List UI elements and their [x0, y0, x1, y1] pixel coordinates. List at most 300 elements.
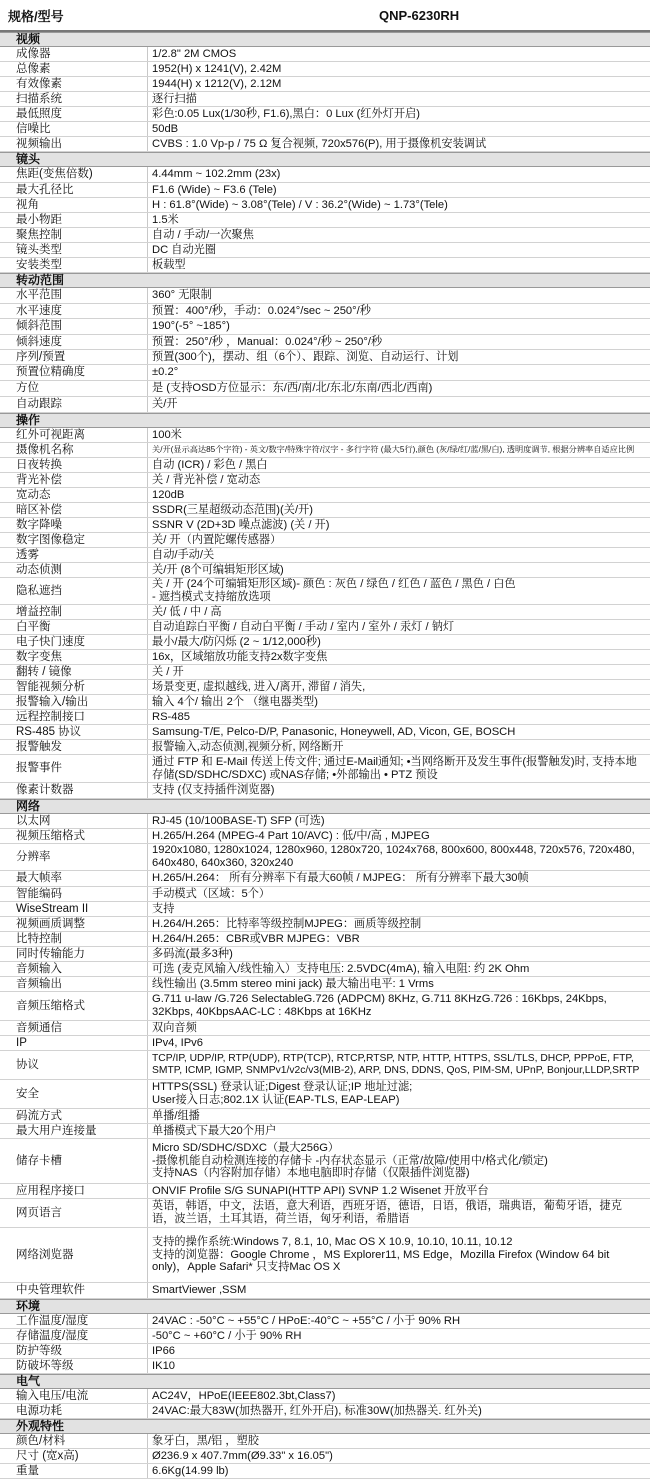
- spec-value: Ø236.9 x 407.7mm(Ø9.33" x 16.05"): [152, 1449, 333, 1462]
- spec-row: [0, 887, 650, 902]
- spec-row: [0, 1359, 650, 1374]
- spec-value: RS-485: [152, 710, 190, 723]
- spec-label: 摄像机名称: [0, 443, 148, 457]
- spec-value: 单播模式下最大20个用户: [152, 1124, 277, 1137]
- spec-value-cell: [148, 62, 650, 76]
- spec-value-cell: [148, 107, 650, 121]
- section-heading: 外观特性: [0, 1419, 650, 1434]
- spec-value-cell: [148, 335, 650, 349]
- spec-label: 报警触发: [0, 740, 148, 754]
- spec-value-cell: [148, 228, 650, 242]
- spec-value-cell: [148, 1404, 650, 1418]
- spec-value: ONVIF Profile S/G SUNAPI(HTTP API) SVNP 1.2 Wisenet 开放平台: [152, 1184, 489, 1197]
- spec-row: [0, 473, 650, 488]
- spec-row: [0, 725, 650, 740]
- spec-label: 总像素: [0, 62, 148, 76]
- spec-label: 最大帧率: [0, 871, 148, 886]
- spec-value-cell: [148, 740, 650, 754]
- spec-row: [0, 710, 650, 725]
- spec-row: [0, 1389, 650, 1404]
- spec-label: 最大孔径比: [0, 183, 148, 197]
- header-label: 规格/型号: [8, 8, 64, 24]
- spec-value: HTTPS(SSL) 登录认证;Digest 登录认证;IP 地址过滤; User接入日志;802.1X 认证(EAP-TLS, EAP-LEAP): [152, 1081, 413, 1106]
- spec-value: Samsung-T/E, Pelco-D/P, Panasonic, Honeywell, AD, Vicon, GE, BOSCH: [152, 725, 516, 738]
- spec-value-cell: [148, 871, 650, 886]
- spec-value-cell: [148, 620, 650, 634]
- spec-value-cell: [148, 1344, 650, 1358]
- spec-value: 360° 无限制: [152, 289, 212, 302]
- spec-value: 手动模式（区域：5个）: [152, 887, 271, 900]
- spec-row: [0, 77, 650, 92]
- spec-value-cell: [148, 319, 650, 334]
- spec-label: 储存卡槽: [0, 1139, 148, 1183]
- spec-header: [0, 0, 650, 32]
- spec-value-cell: [148, 962, 650, 976]
- spec-row: [0, 563, 650, 578]
- spec-label: 音频压缩格式: [0, 992, 148, 1020]
- spec-value: SSDR(三星超级动态范围)(关/开): [152, 503, 313, 516]
- spec-value: 16x，区域缩放功能支持2x数字变焦: [152, 650, 328, 663]
- spec-label: 倾斜速度: [0, 335, 148, 349]
- spec-label: 安全: [0, 1080, 148, 1108]
- spec-value-cell: [148, 665, 650, 679]
- spec-value: 预置：400°/秒，手动：0.024°/sec ~ 250°/秒: [152, 304, 371, 317]
- spec-label: 最低照度: [0, 107, 148, 121]
- spec-value: 预置：250°/秒 ，Manual：0.024°/秒 ~ 250°/秒: [152, 335, 383, 348]
- spec-value: SSNR V (2D+3D 噪点滤波) (关 / 开): [152, 518, 330, 531]
- spec-value: 120dB: [152, 488, 185, 501]
- spec-value: 场景变更, 虚拟越线, 进入/离开, 滞留 / 消失,: [152, 680, 366, 693]
- spec-value: H.265/H.264 (MPEG-4 Part 10/AVC) : 低/中/高 , MJPEG: [152, 829, 430, 842]
- spec-row: [0, 755, 650, 783]
- model-number: QNP-6230RH: [379, 7, 460, 23]
- spec-value: 自动 (ICR) / 彩色 / 黑白: [152, 458, 268, 471]
- spec-value: 1920x1080, 1280x1024, 1280x960, 1280x720, 1024x768, 800x600, 800x448, 720x576, 720x480, 640x480, 640x360, 320x240: [152, 844, 635, 869]
- spec-row: [0, 871, 650, 887]
- spec-value: 报警输入,动态侦测,视频分析, 网络断开: [152, 740, 344, 753]
- spec-value: 关 / 背光补偿 / 宽动态: [152, 473, 261, 486]
- spec-value: IPv4, IPv6: [152, 1036, 203, 1049]
- spec-value: 最小/最大/防闪烁 (2 ~ 1/12,000秒): [152, 635, 321, 648]
- spec-value: H.265/H.264： 所有分辨率下有最大60帧 / MJPEG： 所有分辨率下最大30帧: [152, 872, 529, 885]
- spec-value-cell: [148, 1228, 650, 1282]
- spec-value: -50°C ~ +60°C / 小于 90% RH: [152, 1329, 302, 1342]
- spec-value: 1/2.8" 2M CMOS: [152, 47, 237, 60]
- spec-row: [0, 605, 650, 620]
- spec-label: 尺寸 (宽x高): [0, 1449, 148, 1463]
- spec-value-cell: [148, 1199, 650, 1227]
- section-heading: 网络: [0, 799, 650, 814]
- spec-value-cell: [148, 350, 650, 364]
- spec-row: [0, 1404, 650, 1419]
- spec-label: 扫描系统: [0, 92, 148, 106]
- spec-value: H : 61.8°(Wide) ~ 3.08°(Tele) / V : 36.2°(Wide) ~ 1.73°(Tele): [152, 198, 448, 211]
- spec-value-cell: [148, 650, 650, 664]
- spec-value: 单播/组播: [152, 1109, 200, 1122]
- spec-value-cell: [148, 783, 650, 798]
- spec-label: 智能编码: [0, 887, 148, 901]
- spec-label: 有效像素: [0, 77, 148, 91]
- spec-label: 音频输出: [0, 977, 148, 991]
- spec-row: [0, 1228, 650, 1283]
- section-heading: 电气: [0, 1374, 650, 1389]
- spec-row: [0, 122, 650, 137]
- spec-value-cell: [148, 288, 650, 303]
- spec-label: 信噪比: [0, 122, 148, 136]
- spec-label: 码流方式: [0, 1109, 148, 1123]
- spec-value-cell: [148, 1139, 650, 1183]
- spec-row: [0, 1449, 650, 1464]
- spec-label: 防护等级: [0, 1344, 148, 1358]
- spec-value: 可选 (麦克风输入/线性输入）支持电压: 2.5VDC(4mA), 输入电阻: 约 2K Ohm: [152, 962, 530, 975]
- spec-row: [0, 962, 650, 977]
- spec-value-cell: [148, 1021, 650, 1035]
- spec-value-cell: [148, 1283, 650, 1298]
- spec-value: IK10: [152, 1359, 176, 1372]
- spec-label: 翻转 / 镜像: [0, 665, 148, 679]
- spec-value: 关/开 (8个可编辑矩形区域): [152, 563, 284, 576]
- spec-value-cell: [148, 1359, 650, 1373]
- spec-row: [0, 665, 650, 680]
- section-heading: 操作: [0, 413, 650, 428]
- spec-value: 彩色:0.05 Lux(1/30秒, F1.6),黑白：0 Lux (红外灯开启): [152, 107, 420, 120]
- spec-row: [0, 977, 650, 992]
- spec-value-cell: [148, 47, 650, 61]
- spec-value-cell: [148, 1389, 650, 1403]
- spec-value-cell: [148, 381, 650, 396]
- spec-value-cell: [148, 137, 650, 151]
- spec-value: H.264/H.265：CBR或VBR MJPEG：VBR: [152, 932, 360, 945]
- spec-value-cell: [148, 695, 650, 709]
- spec-value: SmartViewer ,SSM: [152, 1284, 247, 1297]
- spec-label: 协议: [0, 1051, 148, 1079]
- spec-value: 英语，韩语，中文，法语，意大利语，西班牙语，德语，日语，俄语，瑞典语，葡萄牙语，捷克语，波兰语，土耳其语，荷兰语，匈牙利语，希腊语: [152, 1200, 622, 1225]
- spec-value-cell: [148, 258, 650, 272]
- spec-label: 报警事件: [0, 755, 148, 782]
- spec-label: 分辨率: [0, 844, 148, 870]
- spec-value-cell: [148, 533, 650, 547]
- spec-label: 最大用户连接量: [0, 1124, 148, 1138]
- spec-row: [0, 258, 650, 273]
- spec-row: [0, 1314, 650, 1329]
- spec-label: 工作温度/湿度: [0, 1314, 148, 1328]
- spec-row: [0, 1036, 650, 1051]
- spec-label: 透雾: [0, 548, 148, 562]
- spec-label: 增益控制: [0, 605, 148, 619]
- spec-label: 防破坏等级: [0, 1359, 148, 1373]
- spec-row: [0, 533, 650, 548]
- spec-label: 同时传输能力: [0, 947, 148, 961]
- spec-row: [0, 917, 650, 932]
- section-heading: 视频: [0, 32, 650, 47]
- spec-label: 远程控制接口: [0, 710, 148, 724]
- spec-row: [0, 198, 650, 213]
- spec-value-cell: [148, 77, 650, 91]
- spec-label: 以太网: [0, 814, 148, 828]
- spec-row: [0, 397, 650, 413]
- spec-label: 电源功耗: [0, 1404, 148, 1418]
- spec-label: 背光补偿: [0, 473, 148, 487]
- spec-label: 宽动态: [0, 488, 148, 502]
- spec-value-cell: [148, 917, 650, 931]
- spec-value-cell: [148, 473, 650, 487]
- spec-row: [0, 488, 650, 503]
- spec-row: [0, 902, 650, 917]
- spec-value: DC 自动光圈: [152, 243, 217, 256]
- spec-row: [0, 814, 650, 829]
- spec-label: 重量: [0, 1464, 148, 1478]
- spec-label: 中央管理软件: [0, 1283, 148, 1298]
- spec-row: [0, 1329, 650, 1344]
- spec-row: [0, 503, 650, 518]
- spec-value-cell: [148, 844, 650, 870]
- spec-label: 颜色/材料: [0, 1434, 148, 1448]
- spec-row: [0, 62, 650, 77]
- spec-value-cell: [148, 198, 650, 212]
- spec-value-cell: [148, 1124, 650, 1138]
- spec-value: 自动追踪白平衡 / 自动白平衡 / 手动 / 室内 / 室外 / 汞灯 / 钠灯: [152, 620, 455, 633]
- spec-value-cell: [148, 635, 650, 649]
- spec-value-cell: [148, 829, 650, 843]
- spec-value: 4.44mm ~ 102.2mm (23x): [152, 168, 281, 181]
- spec-value: 关/ 开（内置陀螺传感器）: [152, 533, 282, 546]
- spec-row: [0, 228, 650, 243]
- spec-value: 关/ 低 / 中 / 高: [152, 605, 222, 618]
- spec-value-cell: [148, 605, 650, 619]
- spec-value-cell: [148, 518, 650, 532]
- spec-value: 多码流(最多3种): [152, 947, 233, 960]
- spec-row: [0, 650, 650, 665]
- spec-row: [0, 428, 650, 443]
- spec-label: 数字变焦: [0, 650, 148, 664]
- spec-label: 网络浏览器: [0, 1228, 148, 1282]
- spec-label: 比特控制: [0, 932, 148, 946]
- spec-value: ±0.2°: [152, 366, 179, 379]
- spec-label: IP: [0, 1036, 148, 1050]
- spec-label: 序列/预置: [0, 350, 148, 364]
- spec-row: [0, 1051, 650, 1080]
- spec-value: Micro SD/SDHC/SDXC（最大256G） -摄像机能自动检测连接的存储卡 -内存状态显示（正常/故障/使用中/格式化/锁定) 支持NAS（内容附加存储）本地电脑即时存储（仅限插件浏览器): [152, 1142, 548, 1180]
- spec-label: 安装类型: [0, 258, 148, 272]
- spec-label: 水平速度: [0, 304, 148, 318]
- spec-value-cell: [148, 977, 650, 991]
- spec-label: 自动跟踪: [0, 397, 148, 412]
- spec-value: 6.6Kg(14.99 lb): [152, 1464, 229, 1477]
- spec-row: [0, 304, 650, 319]
- spec-value-cell: [148, 755, 650, 782]
- spec-value: 自动/手动/关: [152, 548, 215, 561]
- spec-row: [0, 635, 650, 650]
- spec-row: [0, 1344, 650, 1359]
- spec-value: 输入 4个/ 输出 2个 （继电器类型): [152, 695, 318, 708]
- spec-value-cell: [148, 1449, 650, 1463]
- spec-value: 1944(H) x 1212(V), 2.12M: [152, 77, 282, 90]
- spec-row: [0, 932, 650, 947]
- spec-value-cell: [148, 365, 650, 380]
- spec-row: [0, 680, 650, 695]
- spec-value-cell: [148, 1036, 650, 1050]
- spec-row: [0, 213, 650, 228]
- spec-row: [0, 1124, 650, 1139]
- spec-label: RS-485 协议: [0, 725, 148, 739]
- spec-value: 线性输出 (3.5mm stereo mini jack) 最大输出电平: 1 Vrms: [152, 977, 434, 990]
- spec-label: 日夜转换: [0, 458, 148, 472]
- spec-value: IP66: [152, 1344, 176, 1357]
- spec-row: [0, 92, 650, 107]
- spec-value: 关/开: [152, 398, 178, 411]
- spec-row: [0, 1464, 650, 1479]
- spec-value-cell: [148, 503, 650, 517]
- spec-row: [0, 288, 650, 304]
- spec-label: 方位: [0, 381, 148, 396]
- spec-row: [0, 695, 650, 710]
- spec-value: 24VAC : -50°C ~ +55°C / HPoE:-40°C ~ +55°C / 小于 90% RH: [152, 1314, 461, 1327]
- spec-value-cell: [148, 92, 650, 106]
- spec-value-cell: [148, 304, 650, 318]
- spec-row: [0, 1199, 650, 1228]
- spec-label: 水平范围: [0, 288, 148, 303]
- spec-value: 双向音频: [152, 1021, 197, 1034]
- spec-value: 象牙白，黑/铝 ，塑胶: [152, 1434, 259, 1447]
- spec-row: [0, 578, 650, 605]
- spec-value: 190°(-5° ~185°): [152, 320, 230, 333]
- spec-row: [0, 992, 650, 1021]
- spec-label: 报警输入/输出: [0, 695, 148, 709]
- spec-value: 24VAC:最大83W(加热器开, 红外开启), 标准30W(加热器关. 红外关): [152, 1404, 482, 1417]
- spec-value-cell: [148, 1329, 650, 1343]
- spec-label: 视频输出: [0, 137, 148, 151]
- spec-row: [0, 47, 650, 62]
- spec-value-cell: [148, 932, 650, 946]
- spec-value-cell: [148, 1434, 650, 1448]
- spec-row: [0, 458, 650, 473]
- spec-label: 视频画质调整: [0, 917, 148, 931]
- spec-label: 数字图像稳定: [0, 533, 148, 547]
- spec-value-cell: [148, 887, 650, 901]
- spec-label: 白平衡: [0, 620, 148, 634]
- spec-value-cell: [148, 428, 650, 442]
- spec-value-cell: [148, 710, 650, 724]
- spec-value-cell: [148, 443, 650, 457]
- spec-value-cell: [148, 1464, 650, 1478]
- spec-label: 焦距(变焦倍数): [0, 167, 148, 182]
- spec-label: 应用程序接口: [0, 1184, 148, 1198]
- spec-value-cell: [148, 183, 650, 197]
- spec-value: AC24V，HPoE(IEEE802.3bt,Class7): [152, 1389, 336, 1402]
- spec-row: [0, 740, 650, 755]
- spec-value-cell: [148, 122, 650, 136]
- spec-label: 视角: [0, 198, 148, 212]
- spec-value: 支持: [152, 902, 175, 915]
- spec-row: [0, 350, 650, 365]
- spec-row: [0, 1434, 650, 1449]
- spec-row: [0, 548, 650, 563]
- spec-value-cell: [148, 680, 650, 694]
- spec-row: [0, 335, 650, 350]
- spec-value-cell: [148, 1184, 650, 1198]
- spec-value: G.711 u-law /G.726 SelectableG.726 (ADPCM) 8KHz, G.711 8KHzG.726 : 16Kbps, 24Kbps, 32Kbps, 40KbpsAAC-LC : 48Kbps at 16KHz: [152, 993, 607, 1018]
- spec-label: 像素计数器: [0, 783, 148, 798]
- spec-row: [0, 107, 650, 122]
- spec-row: [0, 829, 650, 844]
- spec-label: 智能视频分析: [0, 680, 148, 694]
- spec-value: 1.5米: [152, 213, 179, 226]
- spec-value: 关 / 开: [152, 665, 184, 678]
- spec-value: 通过 FTP 和 E-Mail 传送上传文件; 通过E-Mail通知; •当网络断开及发生事件(报警触发)时, 支持本地存储(SD/SDHC/SDXC) 或NAS存储; •外部输出 • PTZ 预设: [152, 755, 637, 781]
- spec-row: [0, 1139, 650, 1184]
- spec-value: H.264/H.265：比特率等级控制MJPEG：画质等级控制: [152, 917, 422, 930]
- spec-value: 是 (支持OSD方位显示：东/西/南/北/东北/东南/西北/西南): [152, 382, 433, 395]
- spec-label: 预置位精确度: [0, 365, 148, 380]
- spec-label: 红外可视距离: [0, 428, 148, 442]
- spec-value-cell: [148, 397, 650, 412]
- spec-label: WiseStream II: [0, 902, 148, 916]
- spec-value-cell: [148, 458, 650, 472]
- spec-label: 镜头类型: [0, 243, 148, 257]
- spec-label: 音频通信: [0, 1021, 148, 1035]
- spec-value-cell: [148, 992, 650, 1020]
- spec-value-cell: [148, 548, 650, 562]
- spec-value: 逐行扫描: [152, 92, 197, 105]
- spec-value-cell: [148, 243, 650, 257]
- spec-value-cell: [148, 814, 650, 828]
- spec-row: [0, 1021, 650, 1036]
- spec-label: 电子快门速度: [0, 635, 148, 649]
- spec-value: 自动 / 手动/一次聚焦: [152, 228, 254, 241]
- spec-row: [0, 947, 650, 962]
- spec-row: [0, 319, 650, 335]
- spec-label: 输入电压/电流: [0, 1389, 148, 1403]
- spec-value: 关/开(显示高达85个字符) - 英文/数字/特殊字符/汉字 - 多行字符 (最大5行),颜色 (灰/绿/红/蓝/黑/白), 透明度调节, 根据分辨率自适应比例: [152, 445, 635, 455]
- spec-row: [0, 1184, 650, 1199]
- section-heading: 环境: [0, 1299, 650, 1314]
- section-heading: 转动范围: [0, 273, 650, 288]
- spec-value: 支持的操作系统:Windows 7, 8.1, 10, Mac OS X 10.9, 10.10, 10.11, 10.12 支持的浏览器：Google Chrome ，MS Explorer11, MS Edge，Mozilla Firefox (Window 64 bit only)，Apple Safari* 只支持Mac OS X: [152, 1236, 610, 1274]
- spec-value-cell: [148, 578, 650, 604]
- spec-label: 成像器: [0, 47, 148, 61]
- spec-row: [0, 1080, 650, 1109]
- spec-value: TCP/IP, UDP/IP, RTP(UDP), RTP(TCP), RTCP,RTSP, NTP, HTTP, HTTPS, SSL/TLS, DHCP, PPPoE, FTP, SMTP, ICMP, IGMP, SNMPv1/v2c/v3(MIB-2), ARP, DNS, DDNS, QoS, PIM-SM, UPnP, Bonjour,LLDP,SRTP: [152, 1053, 640, 1076]
- spec-value-cell: [148, 213, 650, 227]
- spec-value-cell: [148, 947, 650, 961]
- spec-value: RJ-45 (10/100BASE-T) SFP (可选): [152, 814, 325, 827]
- spec-value: 支持 (仅支持插件浏览器): [152, 784, 275, 797]
- spec-label: 倾斜范围: [0, 319, 148, 334]
- section-heading: 镜头: [0, 152, 650, 167]
- spec-label: 视频压缩格式: [0, 829, 148, 843]
- spec-row: [0, 381, 650, 397]
- spec-row: [0, 620, 650, 635]
- spec-row: [0, 183, 650, 198]
- spec-row: [0, 443, 650, 458]
- spec-value: 1952(H) x 1241(V), 2.42M: [152, 62, 282, 75]
- spec-value-cell: [148, 725, 650, 739]
- spec-label: 数字降噪: [0, 518, 148, 532]
- spec-value: 关 / 开 (24个可编辑矩形区域)- 颜色 : 灰色 / 绿色 / 红色 / 蓝色 / 黑色 / 白色 - 遮挡模式支持缩放选项: [152, 578, 516, 603]
- spec-value-cell: [148, 1080, 650, 1108]
- spec-value: CVBS : 1.0 Vp-p / 75 Ω 复合视频, 720x576(P), 用于摄像机安装调试: [152, 137, 487, 150]
- spec-row: [0, 243, 650, 258]
- spec-label: 动态侦测: [0, 563, 148, 577]
- spec-row: [0, 783, 650, 799]
- spec-sections: [0, 32, 650, 1479]
- spec-value: 100米: [152, 428, 182, 441]
- spec-row: [0, 518, 650, 533]
- spec-row: [0, 1109, 650, 1124]
- spec-row: [0, 1283, 650, 1299]
- spec-row: [0, 167, 650, 183]
- spec-label: 暗区补偿: [0, 503, 148, 517]
